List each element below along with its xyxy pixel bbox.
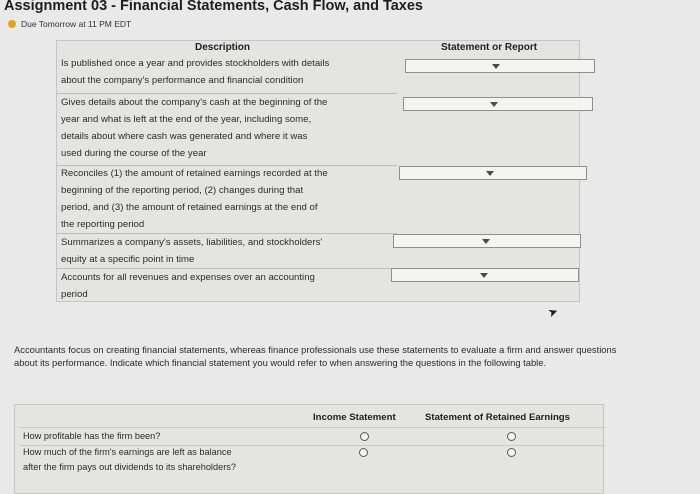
- row-description: Summarizes a company's assets, liabilities, and stockholders' equity at a specific point in time: [61, 237, 323, 265]
- retained-earnings-radio[interactable]: [507, 448, 516, 457]
- income-statement-radio[interactable]: [359, 448, 368, 457]
- chevron-down-icon: [492, 64, 500, 69]
- statement-dropdown[interactable]: [399, 166, 587, 180]
- retained-earnings-header: Statement of Retained Earnings: [425, 412, 570, 423]
- retained-earnings-radio[interactable]: [507, 432, 516, 441]
- matching-table: [56, 40, 580, 302]
- due-date-text: Due Tomorrow at 11 PM EDT: [21, 19, 132, 29]
- description-column-header: Description: [195, 42, 251, 53]
- assignment-title: Assignment 03 - Financial Statements, Cash Flow, and Taxes: [4, 0, 423, 14]
- statement-column-header: Statement or Report: [441, 42, 538, 53]
- chevron-down-icon: [482, 239, 490, 244]
- income-statement-header: Income Statement: [313, 412, 396, 423]
- clock-warning-icon: [8, 20, 16, 28]
- row-description: Accounts for all revenues and expenses over an accounting period: [61, 272, 315, 300]
- assignment-header: [0, 0, 700, 32]
- chevron-down-icon: [490, 102, 498, 107]
- due-date: [8, 19, 131, 29]
- row-description: Reconciles (1) the amount of retained earnings recorded at the beginning of the reporting period, (2) changes during that period, and (3) the amount of retained earnings at the end of the reporting period: [61, 168, 328, 230]
- row-description: Gives details about the company's cash at the beginning of the year and what is left at the end of the year, including some, details about where cash was generated and where it was used during the course of the year: [61, 97, 328, 159]
- row-description: Is published once a year and provides stockholders with details about the company's performance and financial condition: [61, 58, 330, 86]
- statement-dropdown[interactable]: [405, 59, 595, 73]
- statement-dropdown[interactable]: [391, 268, 579, 282]
- header-divider: [19, 427, 605, 428]
- question-text: How profitable has the firm been?: [23, 431, 161, 441]
- radio-question-table: [14, 404, 604, 494]
- instructions-text: Accountants focus on creating financial statements, whereas finance professionals use these statements to evaluate a firm and answer questions about its performance. Indicate which financial statement you would refer to when answering the questions in the following table.: [14, 344, 617, 368]
- chevron-down-icon: [480, 273, 488, 278]
- income-statement-radio[interactable]: [360, 432, 369, 441]
- question-text: How much of the firm's earnings are left as balance after the firm pays out dividends to its shareholders?: [23, 447, 236, 472]
- statement-dropdown[interactable]: [393, 234, 581, 248]
- statement-dropdown[interactable]: [403, 97, 593, 111]
- chevron-down-icon: [486, 171, 494, 176]
- mouse-pointer-icon: ➤: [545, 303, 561, 321]
